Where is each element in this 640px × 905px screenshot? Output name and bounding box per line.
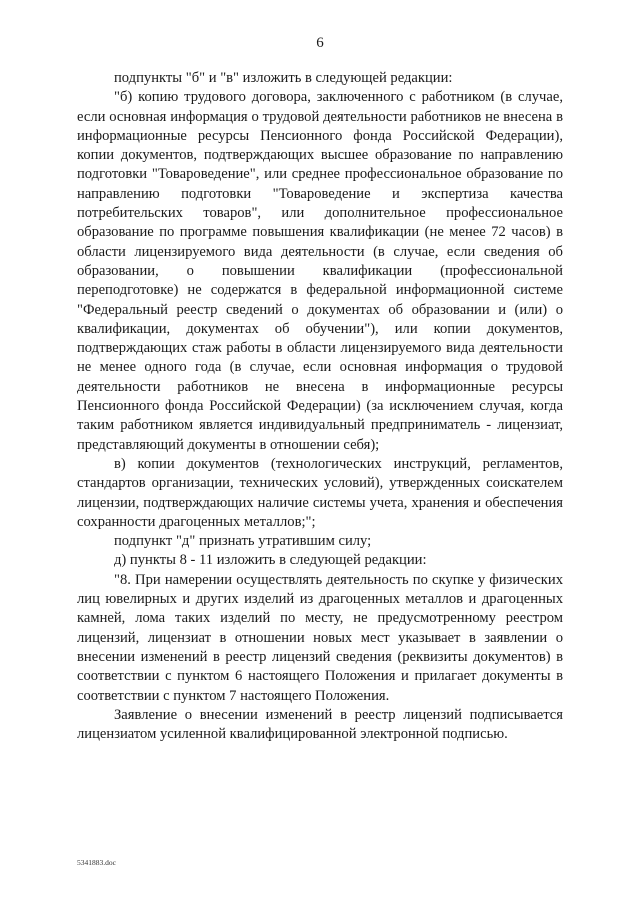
paragraph-intro: подпункты "б" и "в" изложить в следующей редакции: — [114, 70, 453, 86]
paragraph-d-items: д) пункты 8 - 11 изложить в следующей редакции: — [114, 552, 427, 569]
paragraph-item-8: "8. При намерении осуществлять деятельность по скупке у физических лиц ювелирных и других изделий из драгоценных металлов и драгоценных камней, лома таких изделий по месту, не предусмотренному реестром лицензий, лицензиат в отношении новых мест указывает в заявлении о внесении изменений в реестр лицензий сведения (реквизиты документов) в соответствии с пунктом 6 настоящего Положения и прилагает документы в соответствии с пунктом 7 настоящего Положения. — [77, 571, 563, 704]
document-body — [77, 69, 563, 744]
paragraph-b: "б) копию трудового договора, заключенного с работником (в случае, если основная информация о трудовой деятельности работников не внесена в информационные ресурсы Пенсионного фонда Российской Федерации), копии документов, подтверждающих высшее образование по направлению подготовки "Товароведение", или среднее профессиональное образование по направлению подготовки "Товароведение и экспертиза качества потребительских товаров", или дополнительное профессиональное образование по программе повышения квалификации (не менее 72 часов) в области лицензируемого вида деятельности (в случае, если сведения об образовании, о повышении квалификации (профессиональной переподготовке) не содержатся в федеральной информационной системе "Федеральный реестр сведений о документах об образовании и (или) о квалификации, документах об обучении"), или копии документов, подтверждающих стаж работы в области лицензируемого вида деятельности не менее одного года (в случае, если основная информация о трудовой деятельности работников не внесена в информационные ресурсы Пенсионного фонда Российской Федерации) (за исключением случая, когда таким работником является индивидуальный предприниматель - лицензиат, представляющий документы в отношении себя); — [77, 89, 563, 453]
paragraph-v: в) копии документов (технологических инструкций, регламентов, стандартов организации, технических условий), утвержденных соискателем лицензии, подтверждающих наличие системы учета, хранения и обеспечения сохранности драгоценных металлов;"; — [77, 455, 563, 530]
paragraph-signature: Заявление о внесении изменений в реестр лицензий подписывается лицензиатом усиленной квалифицированной электронной подписью. — [77, 706, 563, 743]
paragraph-d-repeal: подпункт "д" признать утратившим силу; — [114, 533, 372, 550]
footer-filename: 5341883.doc — [77, 858, 116, 867]
page-number: 6 — [316, 35, 324, 51]
